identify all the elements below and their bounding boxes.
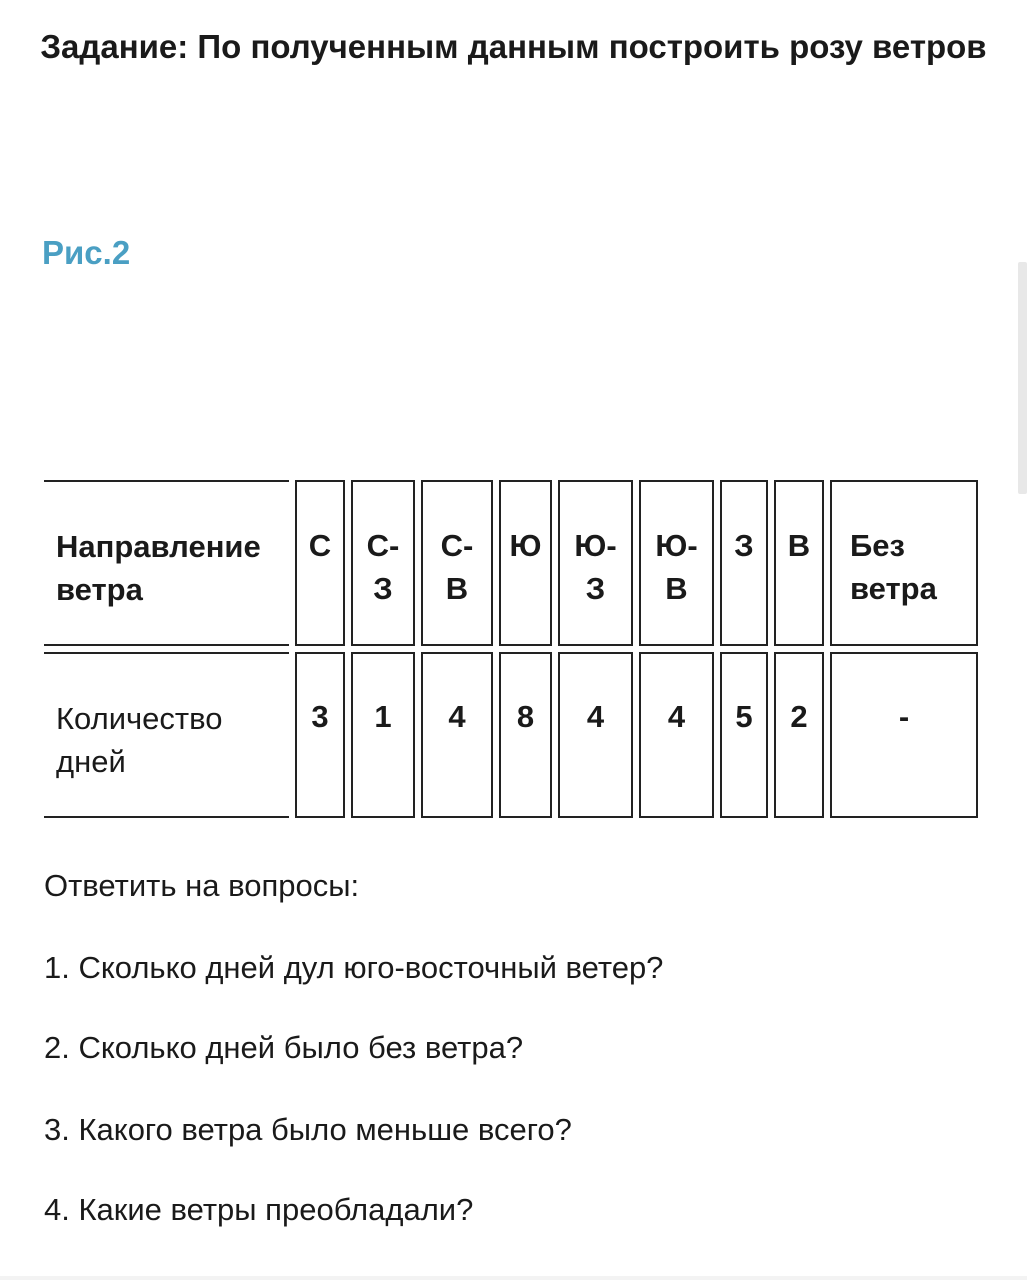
direction-cell-nw (351, 480, 415, 646)
question-item (44, 1108, 572, 1152)
direction-cell-e (774, 480, 824, 646)
question-item (44, 1188, 473, 1232)
question-text: Какого ветра было меньше всего? (78, 1112, 572, 1147)
question-text: Сколько дней дул юго-восточный ветер? (78, 950, 664, 985)
direction-cell-sw (558, 480, 633, 646)
questions-heading: Ответить на вопросы: (44, 868, 360, 903)
question-number: 2. (44, 1030, 70, 1065)
direction-text: В (787, 528, 811, 563)
question-text: Сколько дней было без ветра? (78, 1030, 524, 1065)
direction-text: ветра (850, 571, 937, 606)
days-cell: 4 (558, 652, 633, 818)
direction-text: Без (850, 528, 905, 563)
direction-cell-w (720, 480, 768, 646)
direction-text: З (734, 528, 754, 563)
scrollbar-thumb[interactable] (1018, 262, 1027, 494)
row-header-days: Количество дней (44, 652, 289, 818)
days-cell: 4 (639, 652, 714, 818)
direction-text: В (665, 571, 688, 606)
direction-cell-n (295, 480, 345, 646)
question-item (44, 946, 663, 990)
days-cell: 1 (351, 652, 415, 818)
question-number: 1. (44, 950, 70, 985)
direction-text: С (308, 528, 332, 563)
direction-cell-s (499, 480, 552, 646)
direction-text: Ю- (655, 528, 698, 563)
days-cell: 8 (499, 652, 552, 818)
direction-text: З (373, 571, 393, 606)
bottom-divider (0, 1276, 1027, 1280)
direction-cell-ne (421, 480, 493, 646)
direction-text: С- (366, 528, 400, 563)
direction-text: Ю- (574, 528, 617, 563)
task-title: Задание: По полученным данным построить розу ветров (40, 28, 987, 65)
direction-cell-se (639, 480, 714, 646)
days-cell: 5 (720, 652, 768, 818)
days-cell: 4 (421, 652, 493, 818)
direction-text: В (445, 571, 469, 606)
figure-label: Рис.2 (42, 234, 131, 271)
direction-text: Ю (509, 528, 542, 563)
direction-text: С- (440, 528, 474, 563)
question-item (44, 1026, 523, 1070)
question-text: Какие ветры преобладали? (78, 1192, 474, 1227)
row-header-direction: Направление ветра (44, 480, 289, 646)
days-cell: 3 (295, 652, 345, 818)
question-number: 3. (44, 1112, 70, 1147)
direction-text: З (585, 571, 606, 606)
days-cell: - (830, 652, 978, 818)
direction-cell-calm (830, 480, 978, 646)
question-number: 4. (44, 1192, 70, 1227)
days-cell: 2 (774, 652, 824, 818)
